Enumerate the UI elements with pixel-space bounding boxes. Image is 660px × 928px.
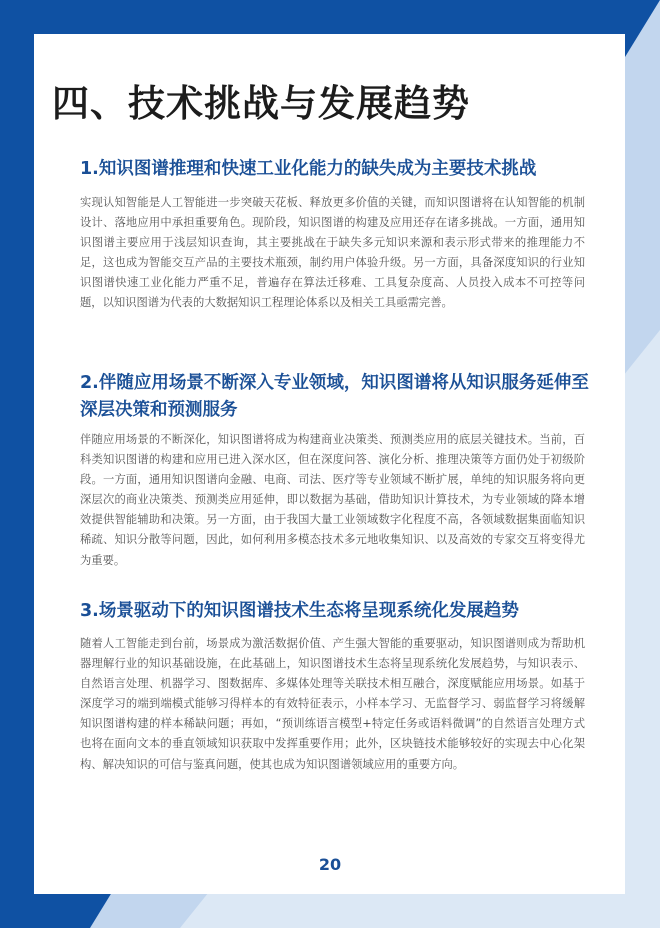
page-number: 20 — [318, 855, 342, 874]
section-heading-2: 2.伴随应用场景不断深入专业领域，知识图谱将从知识服务延伸至深层决策和预测服务 — [80, 373, 589, 420]
section-heading-1: 1.知识图谱推理和快速工业化能力的缺失成为主要技术挑战 — [80, 159, 537, 179]
page-title: 四、技术挑战与发展趋势 — [52, 82, 470, 125]
section-heading-3: 3.场景驱动下的知识图谱技术生态将呈现系统化发展趋势 — [80, 601, 519, 621]
section-body-1: 实现认知智能是人工智能进一步突破天花板、释放更多价值的关键，而知识图谱将在认知智能的机制设计、落地应用中承担重要角色。现阶段，知识图谱的构建及应用还存在诸多挑战。一方面，通用知识图谱主要应用于浅层知识查询，其主要挑战在于缺失多元知识来源和表示形式带来的推理能力不足，这也成为智能交互产品的主要技术瓶颈，制约用户体验升级。另一方面，具备深度知识的行业知识图谱快速工业化能力严重不足，普遍存在算法迁移难、工具复杂度高、人员投入成本不可控等问题，以知识图谱为代表的大数据知识工程理论体系以及相关工具亟需完善。 — [80, 196, 585, 310]
section-body-2: 伴随应用场景的不断深化，知识图谱将成为构建商业决策类、预测类应用的底层关键技术。当前，百科类知识图谱的构建和应用已进入深水区，但在深度问答、演化分析、推理决策等方面仍处于初级阶段。一方面，通用知识图谱向金融、电商、司法、医疗等专业领域不断扩展，单纯的知识服务将向更深层次的商业决策类、预测类应用延伸，即以数据为基础，借助知识计算技术，为专业领域的降本增效提供智能辅助和决策。另一方面，由于我国大量工业领域数字化程度不高，各领域数据集面临知识稀疏、知识分散等问题，因此，如何利用多模态技术多元地收集知识、以及高效的专家交互将变得尤为重要。 — [80, 433, 585, 567]
section-body-3: 随着人工智能走到台前，场景成为激活数据价值、产生强大智能的重要驱动，知识图谱则成为帮助机器理解行业的知识基础设施，在此基础上，知识图谱技术生态将呈现系统化发展趋势，与知识表示、自然语言处理、机器学习、图数据库、多媒体处理等关联技术相互融合，深度赋能应用场景。如基于深度学习的端到端模式能够习得样本的有效特征表示，小样本学习、无监督学习、弱监督学习将缓解知识图谱构建的样本稀缺问题；再如，“预训练语言模型+特定任务或语料微调”的自然语言处理方式也将在面向文本的垂直领域知识获取中发挥重要作用；此外，区块链技术能够较好的实现去中心化架构、解决知识的可信与鉴真问题，使其也成为知识图谱领域应用的重要方向。 — [80, 637, 585, 771]
